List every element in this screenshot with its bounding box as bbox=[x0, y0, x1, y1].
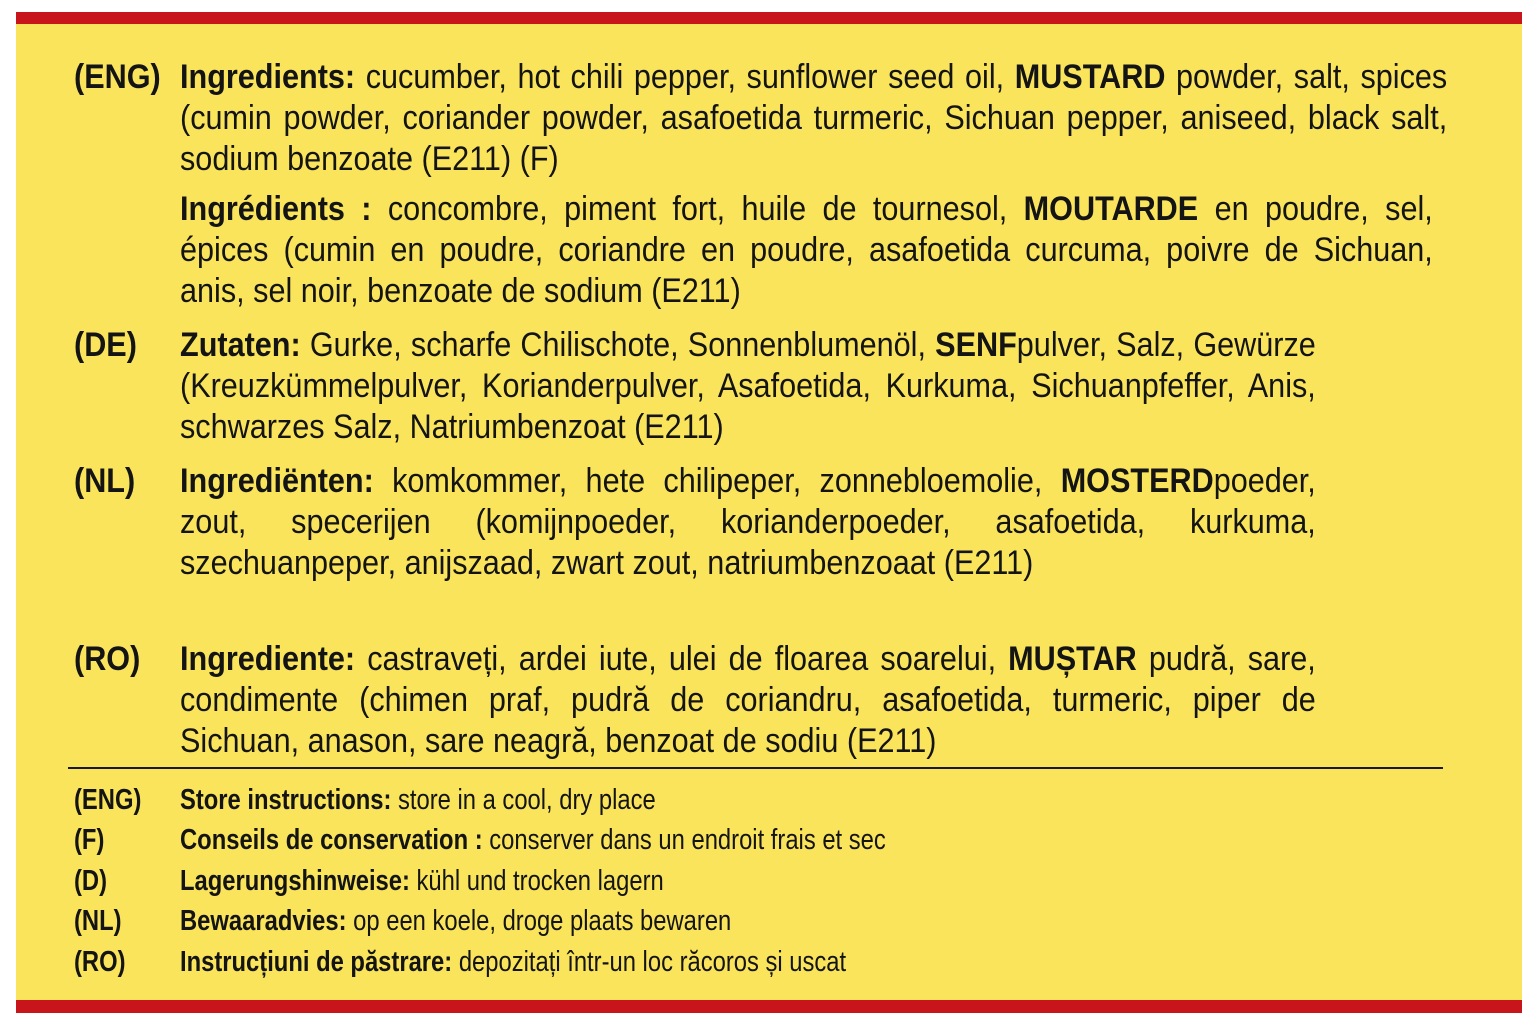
storage-label: Instrucțiuni de păstrare: bbox=[180, 946, 453, 978]
ingredients-text: poeder, zout, specerijen (komijnpoeder, korianderpoeder, asafoetida, kurkuma, szechuanpeper, anijszaad, zwart zout, natriumbenzoaat (E211) bbox=[180, 462, 1316, 582]
storage-instruction: store in a cool, dry place bbox=[391, 784, 656, 816]
ingredients-text: komkommer, hete chilipeper, zonnebloemolie, bbox=[373, 462, 1061, 500]
storage-text bbox=[180, 901, 731, 941]
ingredients-paragraph bbox=[180, 639, 1316, 762]
storage-text bbox=[180, 942, 846, 982]
storage-instruction: conserver dans un endroit frais et sec bbox=[482, 824, 886, 856]
ingredients-label bbox=[16, 12, 1522, 1013]
section-divider bbox=[68, 767, 1443, 769]
ingredients-heading: Ingrediënten: bbox=[180, 462, 374, 500]
top-red-bar bbox=[16, 12, 1522, 24]
storage-instruction: depozitați într-un loc răcoros și uscat bbox=[452, 946, 847, 978]
ingredients-paragraph bbox=[180, 461, 1316, 584]
ingredients-text: cucumber, hot chili pepper, sunflower seed oil, bbox=[355, 58, 1015, 96]
ingredients-paragraph bbox=[180, 189, 1433, 312]
allergen-word: SENF bbox=[935, 326, 1017, 364]
ingredients-heading: Ingrediente: bbox=[180, 640, 356, 678]
language-code: (DE) bbox=[74, 326, 137, 364]
ingredients-text: castraveți, ardei iute, ulei de floarea soarelui, bbox=[355, 640, 1009, 678]
storage-row-de bbox=[16, 861, 1522, 901]
storage-row-eng bbox=[16, 780, 1522, 820]
language-code: (RO) bbox=[74, 946, 126, 978]
language-code: (NL) bbox=[74, 905, 122, 937]
storage-instruction: kühl und trocken lagern bbox=[409, 865, 664, 897]
storage-text bbox=[180, 780, 656, 820]
ingredients-text: en poudre, sel, épices (cumin en poudre, coriandre en poudre, asafoetida curcuma, poivre de Sichuan, anis, sel noir, benzoate de sodium (E211) bbox=[180, 190, 1433, 310]
ingredients-paragraph bbox=[180, 57, 1447, 180]
storage-text bbox=[180, 820, 886, 860]
allergen-word: MUSTARD bbox=[1014, 58, 1166, 96]
ingredients-text: concombre, piment fort, huile de tournesol, bbox=[371, 190, 1024, 228]
allergen-word: MOUTARDE bbox=[1023, 190, 1199, 228]
storage-label: Conseils de conservation : bbox=[180, 824, 483, 856]
language-code: (ENG) bbox=[74, 784, 142, 816]
language-code: (RO) bbox=[74, 640, 141, 678]
language-code: (ENG) bbox=[74, 58, 161, 96]
ingredients-paragraph bbox=[180, 325, 1316, 448]
storage-label: Lagerungshinweise: bbox=[180, 865, 410, 897]
allergen-word: MOSTERD bbox=[1060, 462, 1214, 500]
language-code: (NL) bbox=[74, 462, 136, 500]
language-code: (D) bbox=[74, 865, 108, 897]
bottom-red-bar bbox=[16, 1000, 1522, 1013]
ingredients-text: powder, salt, spices (cumin powder, coriander powder, asafoetida turmeric, Sichuan pepper, aniseed, black salt, sodium benzoate (E211) (F) bbox=[180, 58, 1448, 178]
storage-label: Bewaaradvies: bbox=[180, 905, 347, 937]
allergen-word: MUȘTAR bbox=[1008, 640, 1137, 678]
ingredients-text: pudră, sare, condimente (chimen praf, pudră de coriandru, asafoetida, turmeric, piper de Sichuan, anason, sare neagră, benzoat de sodiu (E211) bbox=[180, 640, 1316, 760]
storage-row-ro bbox=[16, 942, 1522, 982]
ingredients-text: Gurke, scharfe Chilischote, Sonnenblumenöl, bbox=[300, 326, 936, 364]
ingredients-heading: Ingrédients : bbox=[180, 190, 372, 228]
storage-instruction: op een koele, droge plaats bewaren bbox=[346, 905, 732, 937]
ingredients-text: pulver, Salz, Gewürze (Kreuzkümmelpulver, Korianderpulver, Asafoetida, Kurkuma, Sichuanpfeffer, Anis, schwarzes Salz, Natriumbenzoat (E211) bbox=[180, 326, 1316, 446]
ingredients-heading: Zutaten: bbox=[180, 326, 301, 364]
ingredients-heading: Ingredients: bbox=[180, 58, 356, 96]
storage-row-fr bbox=[16, 820, 1522, 860]
storage-text bbox=[180, 861, 664, 901]
language-code: (F) bbox=[74, 824, 105, 856]
storage-row-nl bbox=[16, 901, 1522, 941]
storage-label: Store instructions: bbox=[180, 784, 392, 816]
